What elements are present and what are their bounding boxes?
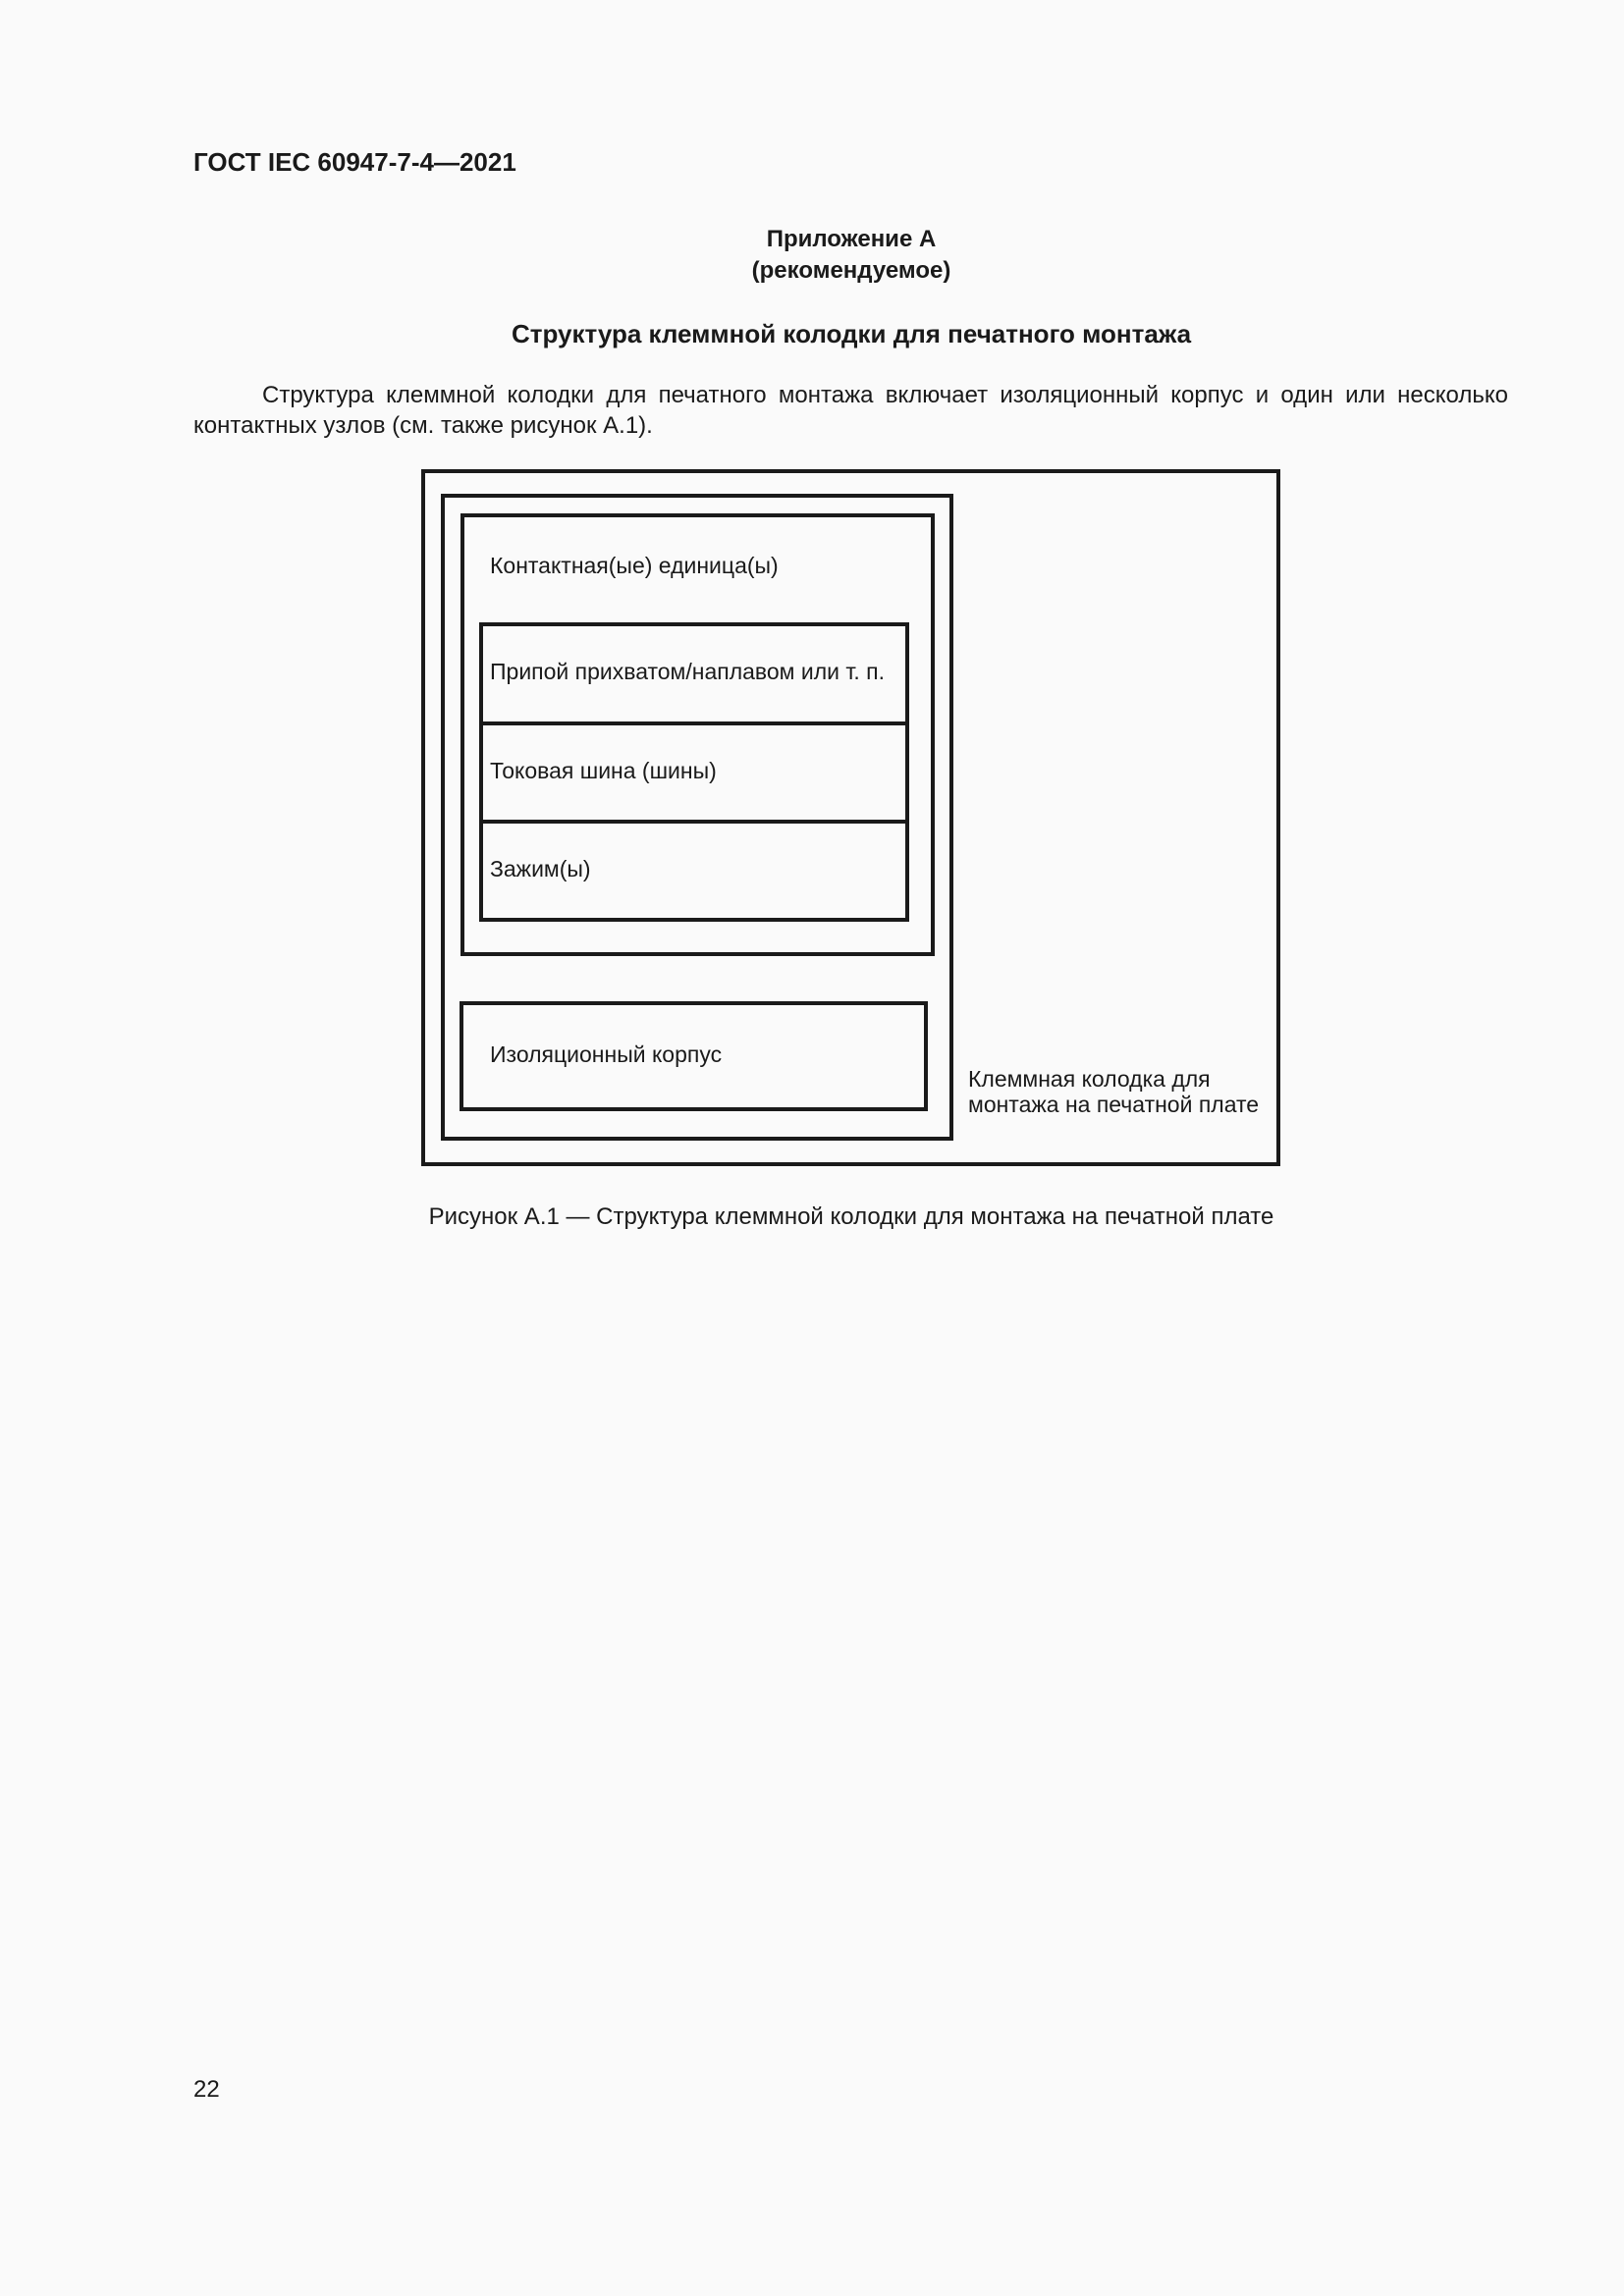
figure-caption: Рисунок А.1 — Структура клеммной колодки для монтажа на печатной плате [428,1203,1274,1230]
section-title: Структура клеммной колодки для печатного монтажа [511,319,1192,348]
contact-units-label: Контактная(ые) единица(ы) [490,553,779,578]
annex-status: (рекомендуемое) [751,257,951,284]
busbar-label: Токовая шина (шины) [490,758,717,783]
document-header: ГОСТ IEC 60947-7-4—2021 [193,147,516,177]
solder-label: Припой прихватом/наплавом или т. п. [490,659,885,684]
housing-label: Изоляционный корпус [490,1041,723,1067]
terminal-block-label-line1: Клеммная колодка для [968,1066,1211,1092]
intro-paragraph: Структура клеммной колодки для печатного монтажа включает изоляционный корпус и один или несколько контактных узлов (см. также рисунок А.1). [193,382,1508,439]
page-number: 22 [193,2076,220,2103]
annex-title: Приложение А [766,226,937,252]
terminal-block-label-line2: монтажа на печатной плате [968,1092,1260,1117]
clamp-label: Зажим(ы) [490,856,591,881]
